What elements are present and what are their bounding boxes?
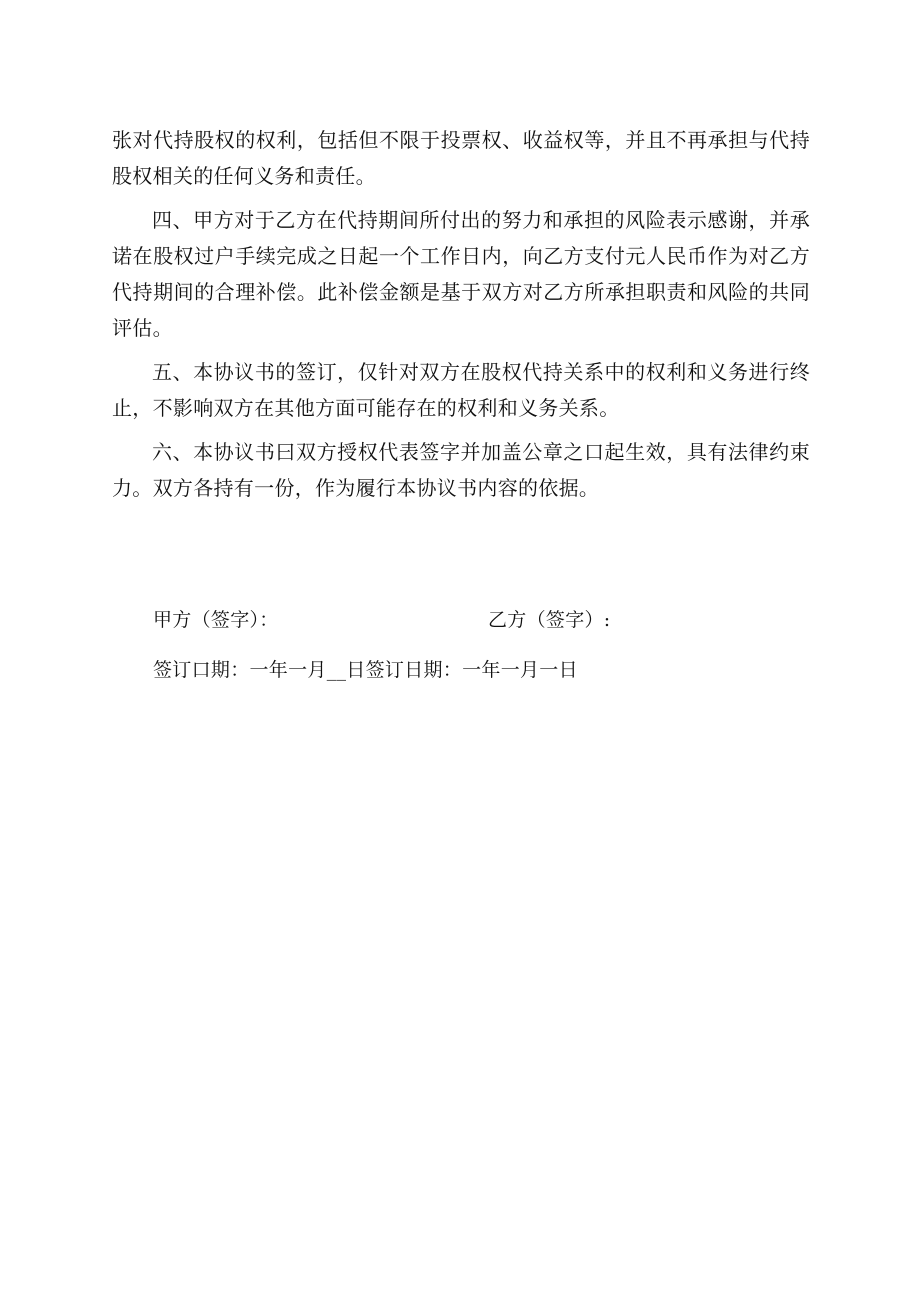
paragraph-clause-4: 四、甲方对于乙方在代持期间所付出的努力和承担的风险表示感谢，并承诺在股权过户手续完成之日起一个工作日内，向乙方支付元人民币作为对乙方代持期间的合理补偿。此补偿金额是基于双方对乙方所承担职责和风险的共同评估。 (112, 208, 810, 340)
paragraph-clause-5: 五、本协议书的签订，仅针对双方在股权代持关系中的权利和义务进行终止，不影响双方在其他方面可能存在的权利和义务关系。 (112, 360, 810, 420)
paragraph-continuation: 张对代持股权的权利，包括但不限于投票权、收益权等，并且不再承担与代持股权相关的任何义务和责任。 (112, 128, 810, 188)
party-a-signature-label: 甲方（签字）： (153, 609, 279, 631)
signing-date-line: 签订口期：一年一月__日签订日期：一年一月一日 (153, 659, 578, 681)
party-b-signature-label: 乙方（签字）: (488, 609, 611, 631)
paragraph-clause-6: 六、本协议书曰双方授权代表签字并加盖公章之口起生效，具有法律约束力。双方各持有一份，作为履行本协议书内容的依据。 (112, 440, 810, 500)
document-body (112, 122, 810, 514)
